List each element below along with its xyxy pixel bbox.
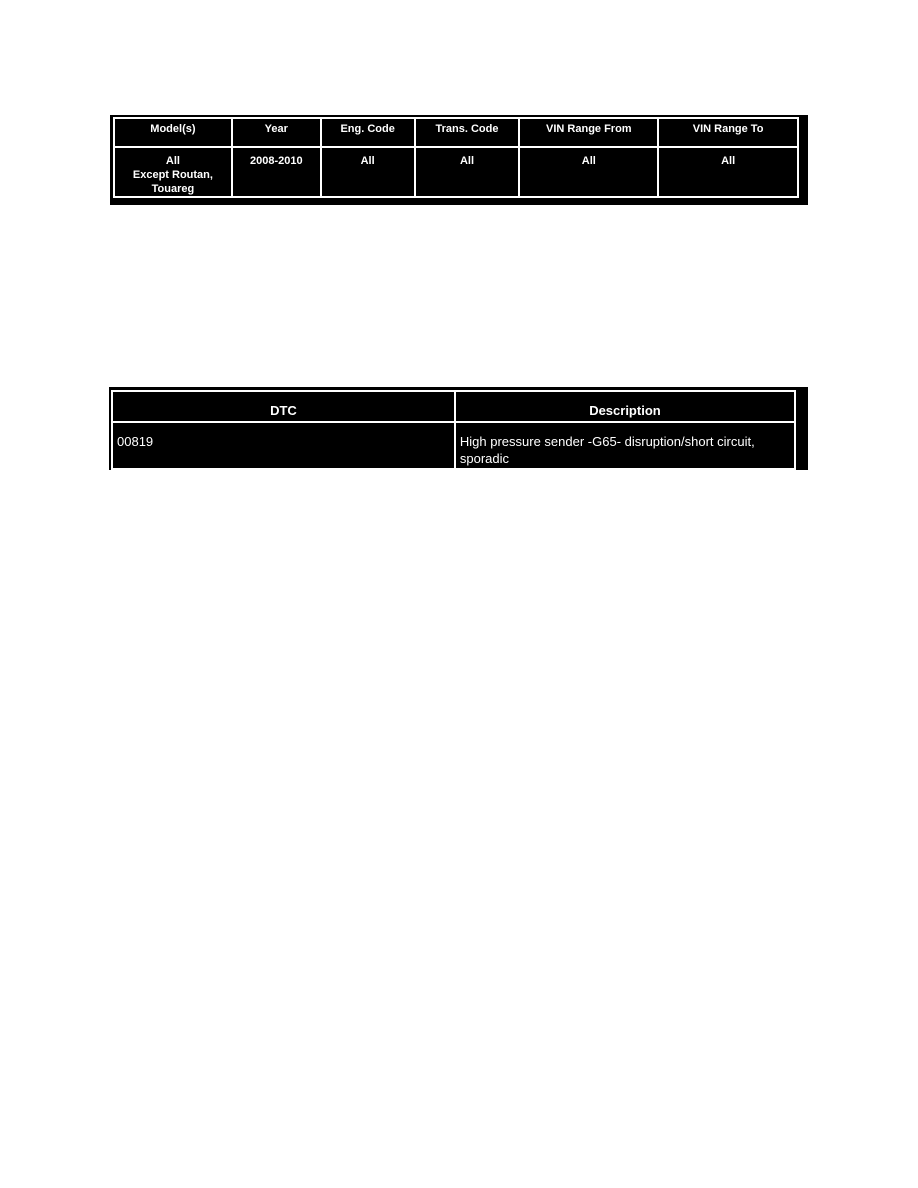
dtc-table-row: [112, 422, 795, 469]
cell-trans-code: All: [415, 147, 520, 197]
header-models: Model(s): [114, 118, 232, 147]
models-line-1: All: [165, 155, 180, 167]
models-line-2: Except Routan,: [132, 169, 213, 181]
header-trans-code: Trans. Code: [415, 118, 520, 147]
vehicle-table-grid: [113, 117, 799, 198]
header-vin-range-from: VIN Range From: [519, 118, 658, 147]
cell-dtc-description: High pressure sender -G65- disruption/short circuit, sporadic: [455, 422, 795, 469]
header-vin-range-to: VIN Range To: [658, 118, 798, 147]
vehicle-applicability-table: [110, 115, 808, 205]
cell-year: 2008-2010: [232, 147, 321, 197]
header-dtc: DTC: [112, 391, 455, 422]
dtc-table-header-row: [112, 391, 795, 422]
models-line-3: Touareg: [151, 183, 195, 195]
header-eng-code: Eng. Code: [321, 118, 415, 147]
cell-eng-code: All: [321, 147, 415, 197]
dtc-table-grid: [111, 390, 796, 470]
cell-models: [114, 147, 232, 197]
vehicle-table-row: [114, 147, 798, 197]
cell-vin-range-to: All: [658, 147, 798, 197]
cell-vin-range-from: All: [519, 147, 658, 197]
header-description: Description: [455, 391, 795, 422]
cell-dtc-code: 00819: [112, 422, 455, 469]
header-year: Year: [232, 118, 321, 147]
vehicle-table-header-row: [114, 118, 798, 147]
dtc-table: [109, 387, 808, 470]
